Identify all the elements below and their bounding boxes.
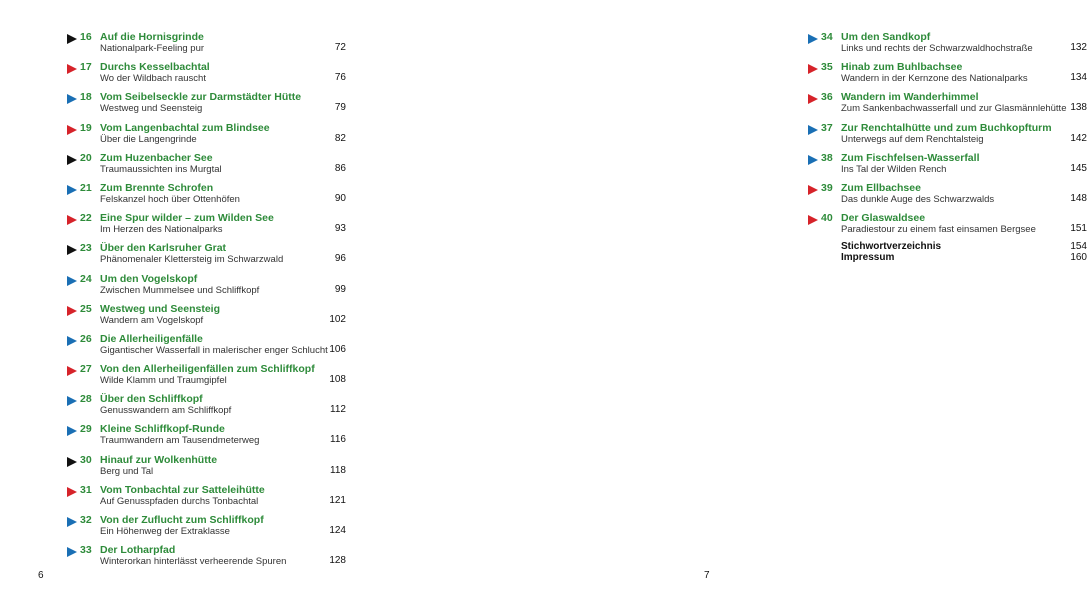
tour-subtitle: Genusswandern am Schliffkopf — [100, 405, 232, 417]
toc-entry[interactable] — [807, 151, 1087, 181]
toc-entry[interactable] — [66, 362, 346, 392]
tour-subtitle: Unterwegs auf dem Renchtalsteig — [841, 133, 984, 145]
page-number-left: 6 — [38, 570, 44, 581]
toc-entry[interactable] — [66, 272, 346, 302]
tour-number: 21 — [80, 181, 92, 194]
tour-number: 30 — [80, 453, 92, 466]
page-ref: 134 — [1070, 72, 1087, 84]
toc-entry[interactable] — [66, 332, 346, 362]
difficulty-flag-icon — [66, 365, 78, 377]
tour-title: Hinab zum Buhlbachsee — [841, 61, 963, 74]
page-ref: 76 — [334, 72, 346, 84]
page-ref: 124 — [329, 525, 346, 536]
toc-entry[interactable] — [66, 422, 346, 452]
difficulty-flag-icon — [66, 486, 78, 498]
extra-title: Stichwortverzeichnis — [841, 241, 942, 253]
toc-entry[interactable] — [66, 90, 346, 120]
tour-title: Die Allerheiligenfälle — [100, 332, 203, 345]
tour-subtitle: Wandern am Vogelskopf — [100, 314, 204, 326]
tour-title: Zum Brennte Schrofen — [100, 181, 214, 194]
difficulty-flag-icon — [66, 214, 78, 226]
difficulty-flag-icon — [66, 63, 78, 75]
difficulty-flag-icon — [66, 425, 78, 437]
tour-title: Um den Vogelskopf — [100, 272, 198, 285]
tour-subtitle: Paradiestour zu einem fast einsamen Bergsee — [841, 224, 1036, 236]
page-ref: 90 — [334, 192, 346, 204]
page-ref: 106 — [329, 343, 346, 355]
extra-title: Impressum — [841, 252, 895, 264]
toc-entry[interactable] — [66, 241, 346, 271]
tour-title: Hinauf zur Wolkenhütte — [100, 453, 218, 466]
difficulty-flag-icon — [807, 124, 819, 136]
tour-title: Kleine Schliffkopf-Runde — [100, 423, 225, 436]
tour-subtitle: Winterorkan hinterlässt verheerende Spuren — [100, 556, 287, 568]
page-ref: 151 — [1070, 223, 1087, 235]
toc-entry[interactable] — [66, 121, 346, 151]
tour-number: 27 — [80, 363, 92, 376]
tour-number: 23 — [80, 242, 92, 255]
page-ref: 79 — [334, 102, 346, 114]
page-ref: 121 — [329, 494, 346, 506]
tour-number: 33 — [80, 544, 92, 557]
page-ref: 72 — [334, 42, 346, 53]
tour-number: 18 — [80, 91, 92, 104]
tour-subtitle: Berg und Tal — [100, 465, 154, 477]
toc-entry[interactable] — [807, 90, 1087, 120]
difficulty-flag-icon — [66, 184, 78, 196]
tour-title: Auf die Hornisgrinde — [100, 31, 204, 43]
difficulty-flag-icon — [807, 184, 819, 196]
page-ref: 112 — [330, 404, 346, 416]
tour-number: 37 — [821, 121, 833, 134]
tour-subtitle: Felskanzel hoch über Ottenhöfen — [100, 193, 240, 205]
tour-number: 20 — [80, 151, 92, 164]
tour-subtitle: Über die Langengrinde — [100, 133, 197, 145]
tour-subtitle: Zwischen Mummelsee und Schliffkopf — [100, 284, 260, 296]
tour-title: Westweg und Seensteig — [100, 302, 220, 315]
page-ref: 145 — [1070, 162, 1087, 174]
tour-subtitle: Traumwandern am Tausendmeterweg — [100, 435, 260, 447]
tour-subtitle: Links und rechts der Schwarzwaldhochstraße — [841, 43, 1033, 54]
tour-number: 28 — [80, 393, 92, 406]
tour-number: 39 — [821, 181, 833, 194]
page-ref: 86 — [334, 162, 346, 174]
page-ref: 116 — [330, 434, 346, 446]
difficulty-flag-icon — [66, 154, 78, 166]
right-page — [375, 0, 1087, 600]
tour-subtitle: Ein Höhenweg der Extraklasse — [100, 526, 230, 537]
page-ref: 99 — [334, 283, 346, 295]
tour-title: Vom Langenbachtal zum Blindsee — [100, 121, 270, 134]
tour-subtitle: Westweg und Seensteig — [100, 103, 203, 115]
tour-number: 26 — [80, 332, 92, 345]
tour-number: 32 — [80, 514, 92, 526]
page-ref: 154 — [1070, 241, 1087, 253]
tour-number: 40 — [821, 212, 833, 225]
toc-entry[interactable] — [807, 30, 1087, 60]
left-page — [0, 0, 375, 600]
page-ref: 128 — [329, 555, 346, 567]
tour-subtitle: Ins Tal der Wilden Rench — [841, 163, 947, 175]
toc-entry[interactable] — [66, 392, 346, 422]
toc-entry[interactable] — [66, 211, 346, 241]
tour-title: Über den Karlsruher Grat — [100, 242, 227, 255]
toc-entry[interactable] — [807, 60, 1087, 90]
tour-number: 25 — [80, 302, 92, 315]
tour-subtitle: Nationalpark-Feeling pur — [100, 43, 205, 54]
tour-subtitle: Auf Genusspfaden durchs Tonbachtal — [100, 495, 259, 507]
page-ref: 142 — [1070, 132, 1087, 144]
toc-extra-entry[interactable] — [807, 252, 1087, 263]
tour-subtitle: Das dunkle Auge des Schwarzwalds — [841, 193, 995, 205]
tour-title: Um den Sandkopf — [841, 31, 931, 43]
toc-entry[interactable] — [66, 513, 346, 543]
page-ref: 108 — [329, 374, 346, 386]
difficulty-flag-icon — [66, 546, 78, 558]
toc-entry[interactable] — [66, 181, 346, 211]
difficulty-flag-icon — [66, 516, 78, 528]
tour-number: 22 — [80, 212, 92, 225]
tour-number: 16 — [80, 31, 92, 43]
toc-entry[interactable] — [66, 60, 346, 90]
tour-title: Der Glaswaldsee — [841, 212, 926, 225]
tour-title: Durchs Kesselbachtal — [100, 61, 210, 74]
toc-entry[interactable] — [66, 151, 346, 181]
tour-number: 24 — [80, 272, 92, 285]
tour-subtitle: Wandern in der Kernzone des Nationalparks — [841, 73, 1028, 85]
page-number-right: 7 — [704, 570, 710, 581]
tour-number: 29 — [80, 423, 92, 436]
page-ref: 96 — [334, 253, 346, 265]
difficulty-flag-icon — [807, 63, 819, 75]
tour-number: 31 — [80, 483, 92, 496]
difficulty-flag-icon — [66, 395, 78, 407]
tour-subtitle: Wilde Klamm und Traumgipfel — [100, 375, 227, 387]
difficulty-flag-icon — [66, 33, 78, 45]
toc-extra-entry[interactable] — [807, 241, 1087, 252]
difficulty-flag-icon — [66, 275, 78, 287]
tour-title: Von den Allerheiligenfällen zum Schliffkopf — [100, 363, 315, 376]
tour-title: Wandern im Wanderhimmel — [841, 91, 979, 104]
tour-title: Zum Ellbachsee — [841, 181, 921, 194]
tour-title: Zum Huzenbacher See — [100, 151, 213, 164]
toc-entry[interactable] — [807, 211, 1087, 241]
tour-title: Von der Zuflucht zum Schliffkopf — [100, 514, 264, 526]
page-ref: 118 — [330, 464, 346, 476]
tour-title: Über den Schliffkopf — [100, 393, 203, 406]
page-ref: 160 — [1070, 252, 1087, 264]
tour-subtitle: Zum Sankenbachwasserfall und zur Glasmännlehütte — [841, 103, 1067, 115]
page-ref: 138 — [1070, 102, 1087, 114]
tour-title: Vom Tonbachtal zur Satteleihütte — [100, 483, 265, 496]
tour-number: 36 — [821, 91, 833, 104]
page-ref: 148 — [1070, 192, 1087, 204]
toc-entry[interactable] — [66, 302, 346, 332]
toc-list-left — [66, 30, 346, 573]
toc-list-right — [807, 30, 1087, 263]
tour-subtitle: Wo der Wildbach rauscht — [100, 73, 206, 85]
toc-entry[interactable] — [807, 121, 1087, 151]
tour-number: 19 — [80, 121, 92, 134]
tour-subtitle: Im Herzen des Nationalparks — [100, 224, 223, 236]
page-ref: 132 — [1070, 42, 1087, 53]
tour-subtitle: Phänomenaler Klettersteig im Schwarzwald — [100, 254, 284, 266]
tour-title: Zur Renchtalhütte und zum Buchkopfturm — [841, 121, 1052, 134]
tour-subtitle: Gigantischer Wasserfall in malerischer enger Schlucht — [100, 344, 328, 356]
tour-title: Zum Fischfelsen-Wasserfall — [841, 151, 980, 164]
tour-number: 38 — [821, 151, 833, 164]
tour-number: 34 — [821, 31, 833, 43]
difficulty-flag-icon — [66, 93, 78, 105]
toc-entry[interactable] — [66, 483, 346, 513]
tour-number: 35 — [821, 61, 833, 74]
difficulty-flag-icon — [66, 456, 78, 468]
toc-entry[interactable] — [807, 181, 1087, 211]
difficulty-flag-icon — [807, 214, 819, 226]
difficulty-flag-icon — [66, 335, 78, 347]
difficulty-flag-icon — [66, 244, 78, 256]
page-ref: 102 — [329, 313, 346, 325]
tour-title: Vom Seibelseckle zur Darmstädter Hütte — [100, 91, 302, 104]
difficulty-flag-icon — [807, 93, 819, 105]
page-ref: 82 — [334, 132, 346, 144]
tour-title: Der Lotharpfad — [100, 544, 176, 557]
tour-number: 17 — [80, 61, 92, 74]
tour-title: Eine Spur wilder – zum Wilden See — [100, 212, 274, 225]
page-ref: 93 — [334, 223, 346, 235]
toc-entry[interactable] — [66, 453, 346, 483]
tour-subtitle: Traumaussichten ins Murgtal — [100, 163, 222, 175]
toc-entry[interactable] — [66, 543, 346, 573]
difficulty-flag-icon — [66, 305, 78, 317]
difficulty-flag-icon — [807, 33, 819, 45]
difficulty-flag-icon — [807, 154, 819, 166]
difficulty-flag-icon — [66, 124, 78, 136]
toc-entry[interactable] — [66, 30, 346, 60]
